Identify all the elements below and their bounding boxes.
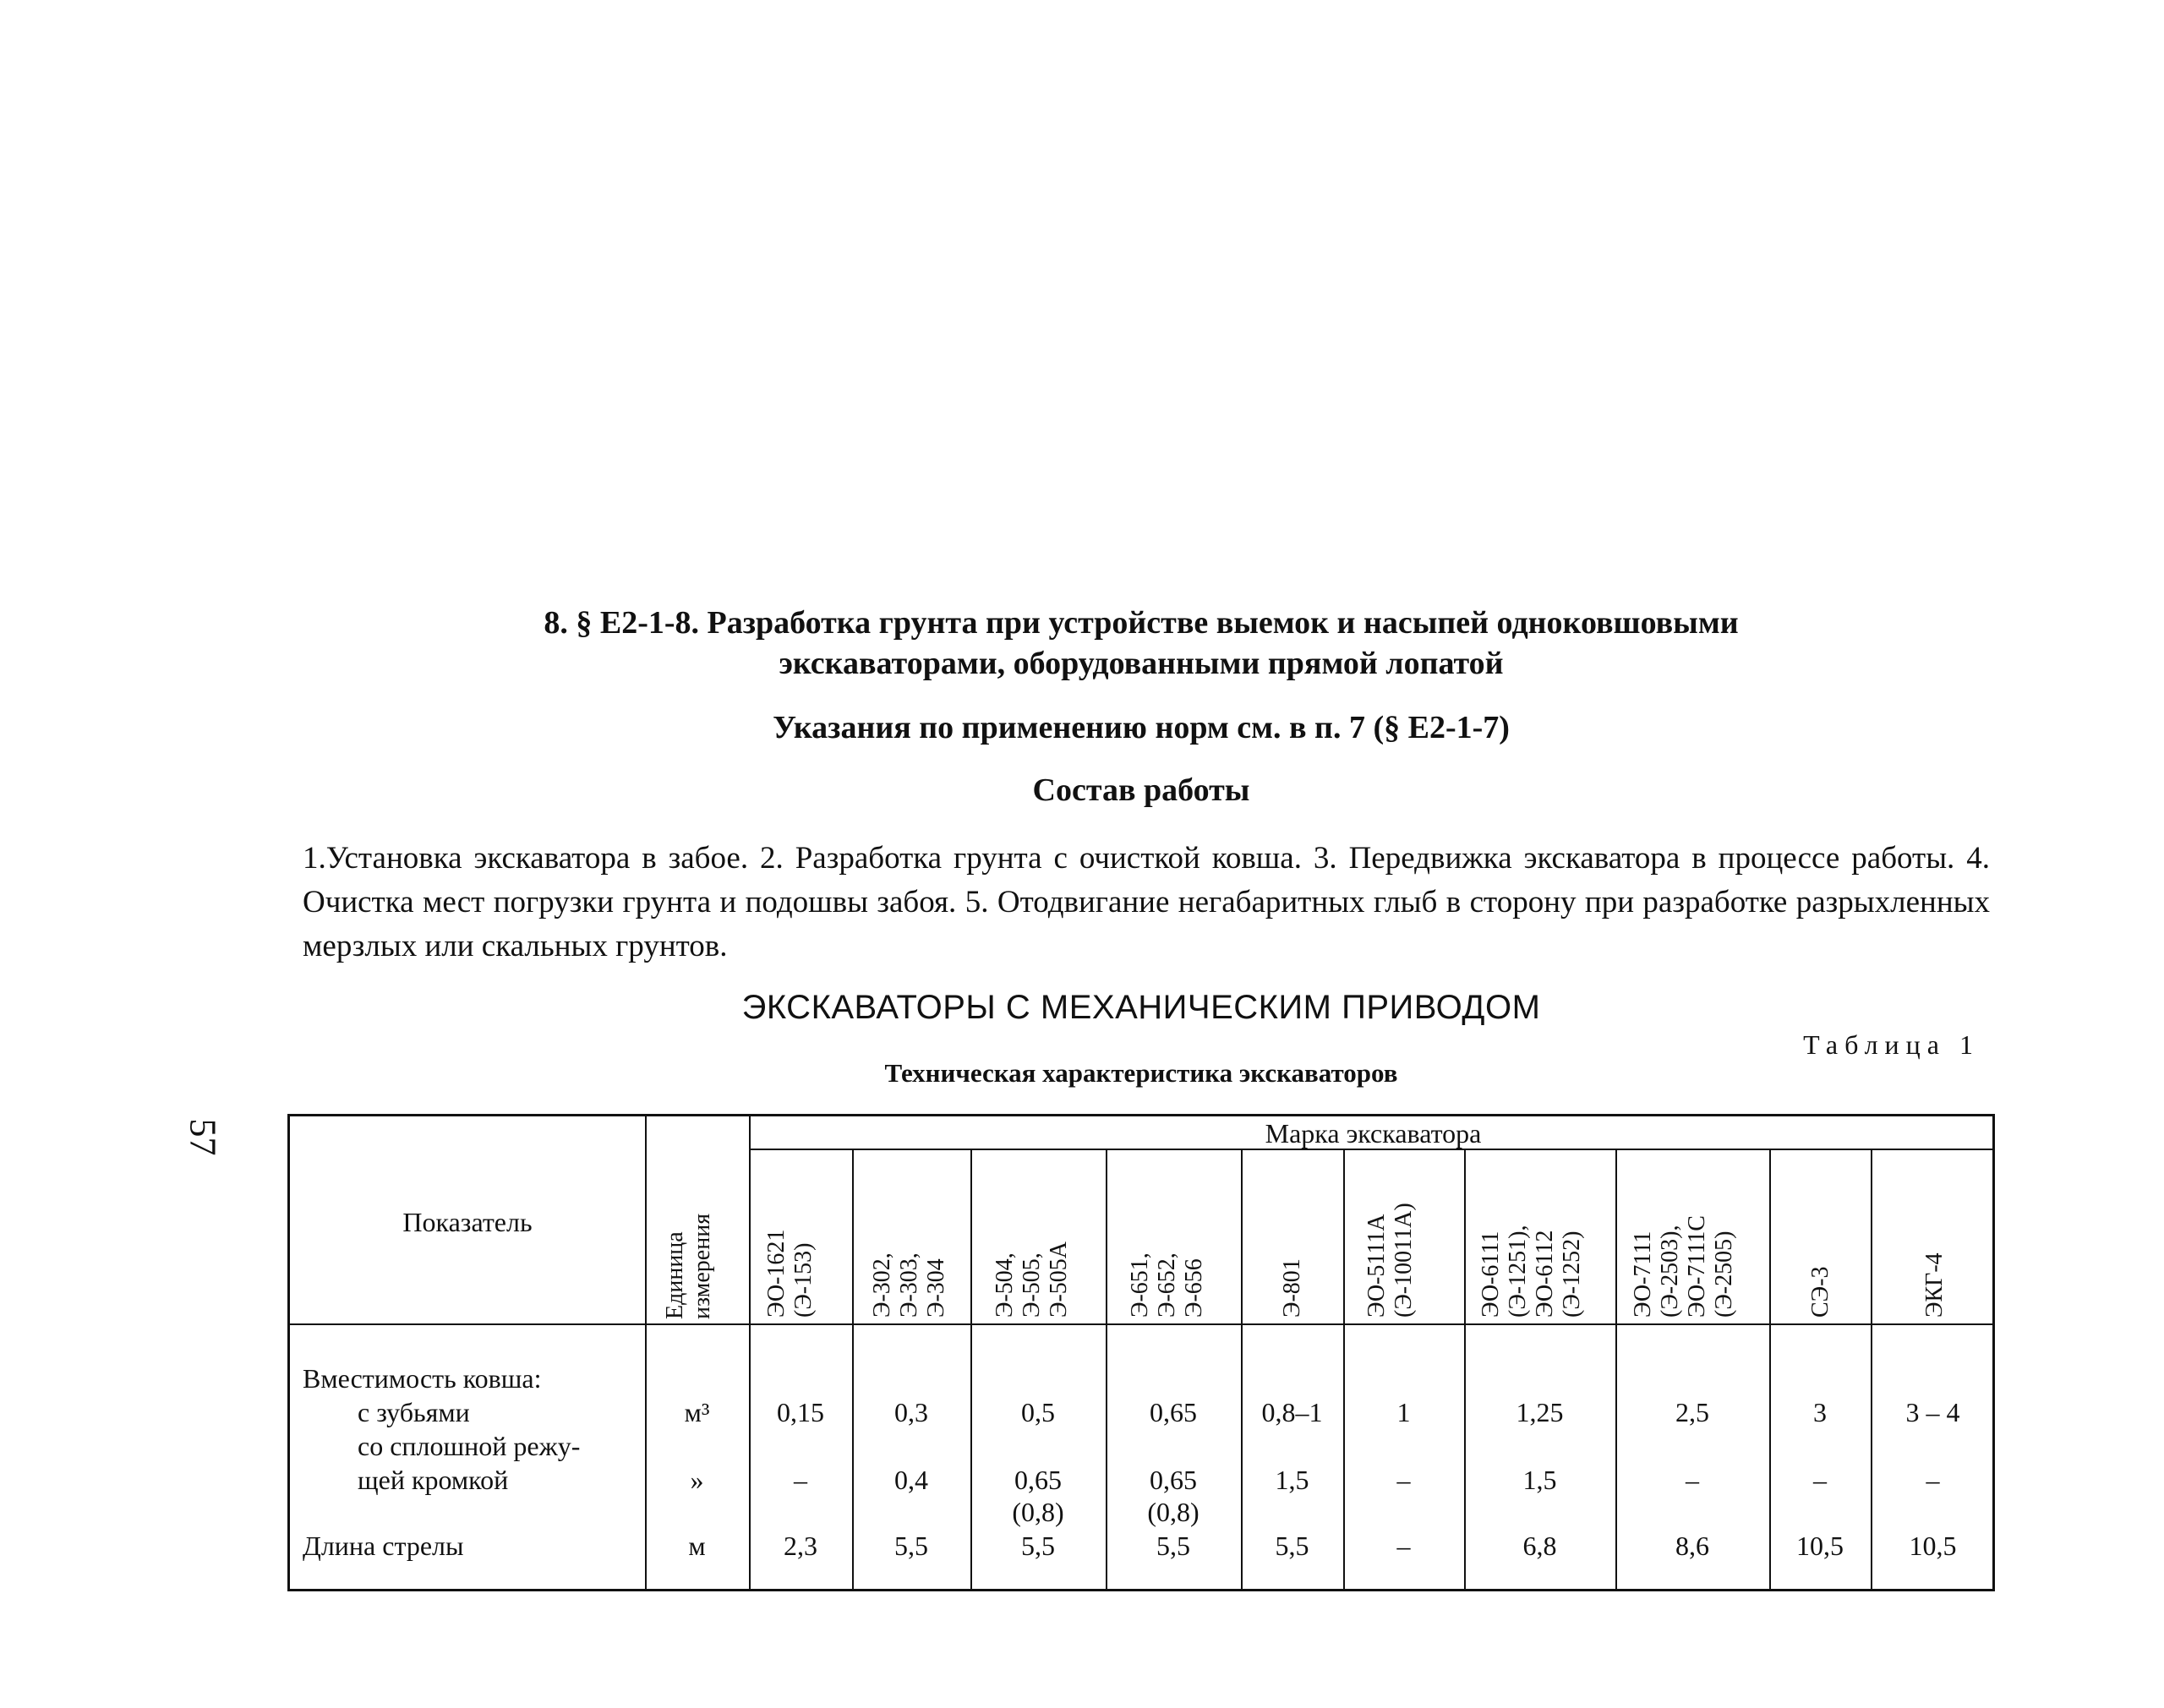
value-teeth: 1,25: [1516, 1397, 1564, 1427]
row-label-boom-length: Длина стрелы: [303, 1531, 464, 1561]
table-divider: [852, 1150, 854, 1589]
section-title-line2: экскаваторами, оборудованными прямой лопатой: [779, 646, 1504, 681]
value-boom-length: 5,5: [1021, 1531, 1055, 1561]
table-divider: [749, 1116, 751, 1589]
value-solid-edge: 1,5: [1275, 1465, 1309, 1495]
value-boom-length: 10,5: [1796, 1531, 1844, 1561]
value-solid-edge: –: [1926, 1465, 1940, 1495]
value-solid-edge: –: [1686, 1465, 1699, 1495]
model-header: ЭО-1621 (Э-153): [763, 1229, 817, 1318]
value-boom-length: 6,8: [1522, 1531, 1557, 1561]
value-teeth: 3 – 4: [1905, 1397, 1960, 1427]
value-solid-edge: 0,4: [894, 1465, 928, 1495]
application-note: Указания по применению норм см. в п. 7 (§ Е2-1-7): [773, 710, 1510, 745]
model-header: СЭ-3: [1807, 1266, 1833, 1318]
value-teeth: 0,3: [894, 1397, 928, 1427]
header-model-group: Марка экскаватора: [1265, 1118, 1482, 1149]
value-teeth: 0,15: [777, 1397, 824, 1427]
unit-m: м: [688, 1531, 706, 1561]
value-solid-edge: –: [1396, 1465, 1411, 1495]
value-boom-length: –: [1396, 1531, 1411, 1561]
value-boom-length: 2,3: [784, 1531, 817, 1561]
model-header: ЭО-5111А (Э-10011А): [1363, 1203, 1417, 1318]
value-teeth: 1: [1396, 1397, 1411, 1427]
row-label-solid-edge-2: щей кромкой: [358, 1465, 509, 1495]
table-divider: [1871, 1150, 1872, 1589]
specs-table: [287, 1114, 1995, 1591]
value-solid-edge: 0,65: [1014, 1465, 1062, 1495]
value-boom-length: 5,5: [1156, 1531, 1190, 1561]
value-solid-edge: –: [794, 1465, 807, 1495]
model-header: Э-651, Э-652, Э-656: [1127, 1252, 1207, 1318]
value-boom-length: 5,5: [894, 1531, 928, 1561]
model-header: Э-801: [1279, 1258, 1305, 1318]
value-solid-edge-alt: (0,8): [1147, 1497, 1199, 1527]
value-solid-edge: –: [1813, 1465, 1827, 1495]
value-boom-length: 10,5: [1909, 1531, 1957, 1561]
table-divider: [1464, 1150, 1466, 1589]
model-header: ЭО-7111 (Э-2503), ЭО-7111С (Э-2505): [1630, 1215, 1737, 1318]
value-teeth: 2,5: [1675, 1397, 1709, 1427]
table-divider: [290, 1323, 1992, 1325]
table-divider: [645, 1116, 647, 1589]
value-solid-edge-alt: (0,8): [1012, 1497, 1064, 1527]
value-boom-length: 8,6: [1675, 1531, 1709, 1561]
excavator-section-title: ЭКСКАВАТОРЫ С МЕХАНИЧЕСКИМ ПРИВОДОМ: [741, 989, 1541, 1026]
value-solid-edge: 1,5: [1522, 1465, 1557, 1495]
page-number: 57: [182, 1118, 224, 1156]
table-divider: [1615, 1150, 1617, 1589]
composition-text: 1.Установка экскаватора в забое. 2. Разработка грунта с очисткой ковша. 3. Передвижка экскаватора в процессе работы. 4. Очистка мест погрузки грунта и подошвы забоя. 5. Отодвигание негабаритных глыб в сторону при разработке разрыхленных мерзлых или скальных грунтов.: [303, 841, 1990, 963]
value-teeth: 0,8–1: [1261, 1397, 1323, 1427]
model-header: Э-302, Э-303, Э-304: [869, 1252, 949, 1318]
row-group-label: Вместимость ковша:: [303, 1363, 542, 1394]
table-divider: [1769, 1150, 1771, 1589]
table-divider: [1241, 1150, 1243, 1589]
model-header: Э-504, Э-505, Э-505А: [992, 1241, 1072, 1318]
header-indicator: Показатель: [402, 1207, 533, 1237]
unit-ditto: »: [690, 1465, 704, 1495]
header-unit: Единица измерения: [662, 1213, 715, 1319]
value-solid-edge: 0,65: [1150, 1465, 1197, 1495]
section-title-line1: 8. § Е2-1-8. Разработка грунта при устройстве выемок и насыпей одноковшовыми: [544, 605, 1739, 641]
value-teeth: 0,5: [1021, 1397, 1055, 1427]
composition-heading: Состав работы: [1032, 772, 1250, 808]
table-divider: [1343, 1150, 1345, 1589]
value-teeth: 3: [1813, 1397, 1827, 1427]
row-label-solid-edge-1: со сплошной режу-: [358, 1431, 581, 1461]
value-boom-length: 5,5: [1275, 1531, 1309, 1561]
row-label-teeth: с зубьями: [358, 1397, 470, 1427]
unit-m3: м³: [684, 1397, 710, 1427]
table-title: Техническая характеристика экскаваторов: [884, 1058, 1398, 1088]
table-label: Таблица 1: [1803, 1029, 1980, 1060]
model-header: ЭО-6111 (Э-1251), ЭО-6112 (Э-1252): [1478, 1225, 1585, 1318]
model-header: ЭКГ-4: [1921, 1252, 1948, 1318]
value-teeth: 0,65: [1150, 1397, 1197, 1427]
